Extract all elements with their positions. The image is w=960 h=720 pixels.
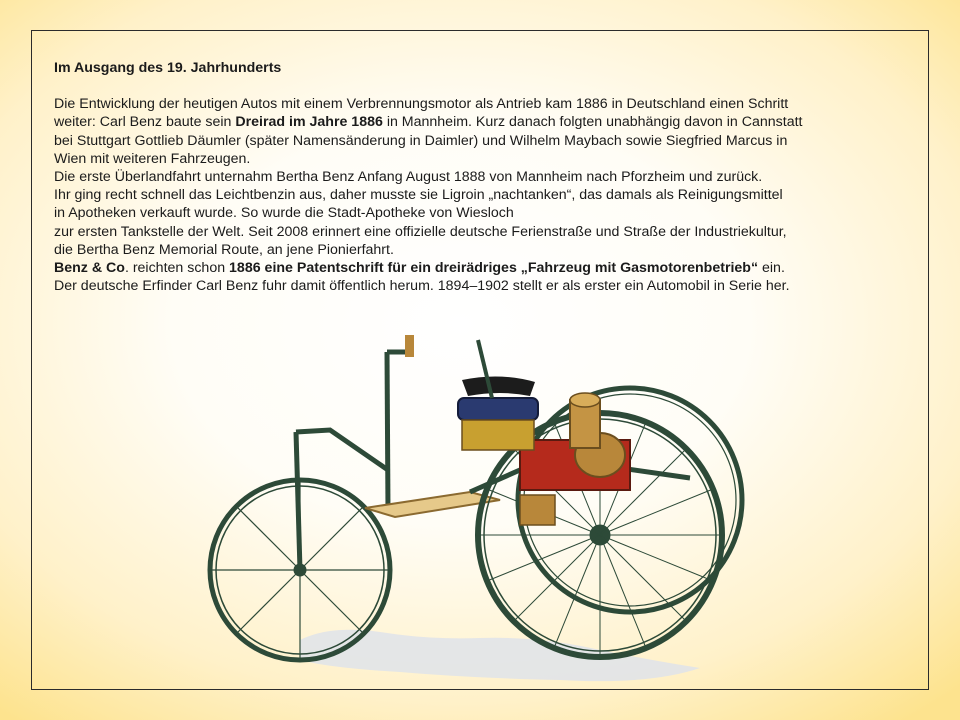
- highlight-benz-co: Benz & Co: [54, 260, 125, 277]
- text-line: Ihr ging recht schnell das Leichtbenzin aus, daher musste sie Ligroin „nachtanken“, das damals als Reinigungsmittel: [54, 187, 783, 204]
- seat-cushion: [458, 398, 538, 420]
- text-line: Die Entwicklung der heutigen Autos mit einem Verbrennungsmotor als Antrieb kam 1886 in Deutschland einen Schritt: [54, 96, 789, 113]
- document-body: [54, 59, 914, 295]
- benz-motorwagen-image: [190, 320, 770, 690]
- text-line: Der deutsche Erfinder Carl Benz fuhr damit öffentlich herum. 1894–1902 stellt er als erster ein Automobil in Serie her.: [54, 278, 790, 295]
- text-line: weiter: Carl Benz baute sein Dreirad im Jahre 1886 in Mannheim. Kurz danach folgten unabhängig davon in Cannstatt: [54, 114, 803, 131]
- steering-handle: [405, 335, 414, 357]
- text-line: zur ersten Tankstelle der Welt. Seit 2008 erinnert eine offizielle deutsche Ferienstraße und Straße der Industriekultur,: [54, 223, 787, 240]
- highlight-patent: 1886 eine Patentschrift für ein dreirädriges „Fahrzeug mit Gasmotorenbetrieb“: [229, 260, 759, 277]
- text-line: die Bertha Benz Memorial Route, an jene Pionierfahrt.: [54, 241, 394, 258]
- seat-backrest: [462, 376, 535, 396]
- steering-column: [296, 352, 410, 570]
- page-title: Im Ausgang des 19. Jahrhunderts: [54, 60, 282, 76]
- text-line: bei Stuttgart Gottlieb Däumler (später Namensänderung in Daimler) und Wilhelm Maybach sowie Siegfried Marcus in: [54, 132, 788, 149]
- highlight-dreirad: Dreirad im Jahre 1886: [235, 114, 383, 131]
- text-line: Benz & Co. reichten schon 1886 eine Patentschrift für ein dreirädriges „Fahrzeug mit Gasmotorenbetrieb“ ein.: [54, 260, 785, 277]
- fuel-tank: [520, 495, 555, 525]
- text-line: Wien mit weiteren Fahrzeugen.: [54, 150, 251, 167]
- text-line: in Apotheken verkauft wurde. So wurde die Stadt-Apotheke von Wiesloch: [54, 205, 514, 222]
- text-line: Die erste Überlandfahrt unternahm Bertha Benz Anfang August 1888 von Mannheim nach Pforzheim und zurück.: [54, 169, 763, 186]
- seat-base: [462, 420, 534, 450]
